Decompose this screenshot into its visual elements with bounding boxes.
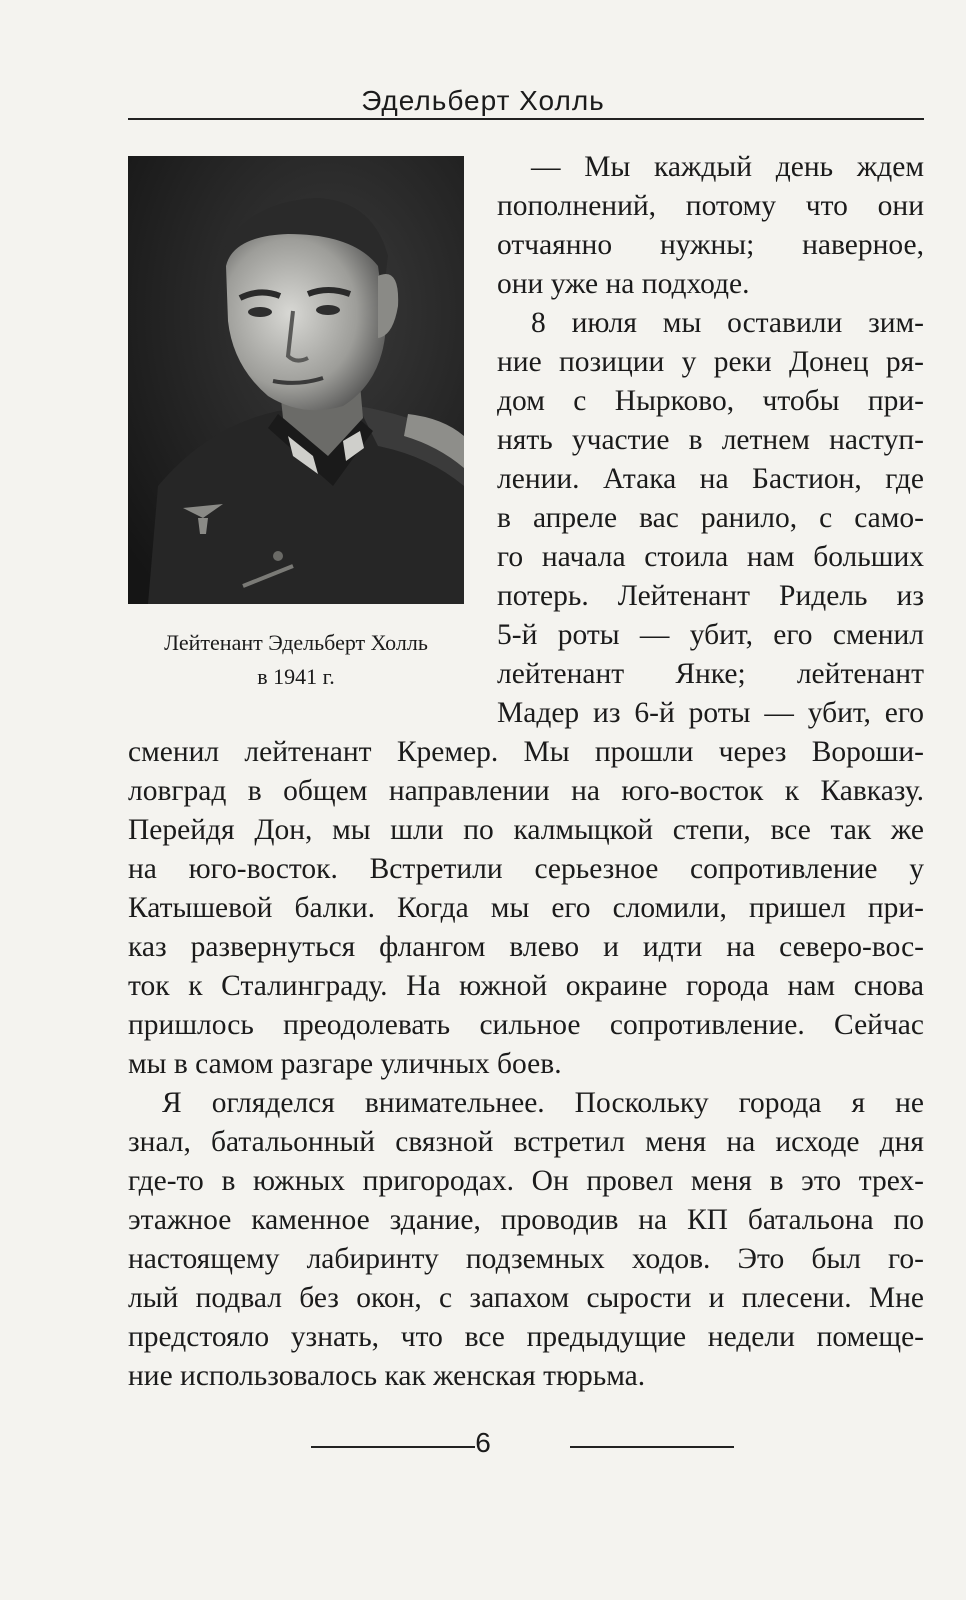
portrait-photo xyxy=(128,156,464,604)
text-line: 8 июля мы оставили зим- xyxy=(531,307,924,339)
text-line: пришлось преодолевать сильное сопротивление. Сейчас xyxy=(128,1009,924,1041)
running-head: Эдельберт Холль xyxy=(361,85,605,116)
text-line: на юго-восток. Встретили серьезное сопротивление у xyxy=(128,853,924,885)
text-line: Катышевой балки. Когда мы его сломили, пришел при- xyxy=(128,892,924,924)
text-line: лении. Атака на Бастион, где xyxy=(497,463,924,495)
text-line: нять участие в летнем наступ- xyxy=(497,424,924,456)
text-line: этажное каменное здание, проводив на КП батальона по xyxy=(128,1204,924,1236)
text-line: лый подвал без окон, с запахом сырости и плесени. Мне xyxy=(128,1282,924,1314)
text-line: го начала стоила нам больших xyxy=(497,541,924,573)
portrait-illustration xyxy=(128,156,464,604)
folio-rule-right xyxy=(570,1446,734,1448)
text-line: где-то в южных пригородах. Он провел меня в это трех- xyxy=(128,1165,924,1197)
text-line: каз развернуться флангом влево и идти на северо-вос- xyxy=(128,931,924,963)
photo-caption xyxy=(128,626,464,694)
text-line: они уже на подходе. xyxy=(497,268,750,300)
page-number: 6 xyxy=(475,1427,491,1458)
text-line: ние использовалось как женская тюрьма. xyxy=(128,1360,646,1392)
text-line: лейтенант Янке; лейтенант xyxy=(497,658,924,690)
text-line: Мадер из 6-й роты — убит, его xyxy=(497,697,924,729)
text-line: дом с Нырково, чтобы при- xyxy=(497,385,924,417)
text-line: ловград в общем направлении на юго-восток к Кавказу. xyxy=(128,775,924,807)
text-line: ние позиции у реки Донец ря- xyxy=(497,346,924,378)
caption-line: в 1941 г. xyxy=(257,664,335,689)
text-line: в апреле вас ранило, с само- xyxy=(497,502,924,534)
text-line: предстояло узнать, что все предыдущие недели помеще- xyxy=(128,1321,924,1353)
header-rule xyxy=(128,118,924,120)
text-line: настоящему лабиринту подземных ходов. Это был го- xyxy=(128,1243,924,1275)
text-line: потерь. Лейтенант Ридель из xyxy=(497,580,924,612)
caption-line: Лейтенант Эдельберт Холль xyxy=(164,630,428,655)
text-line: Перейдя Дон, мы шли по калмыцкой степи, все так же xyxy=(128,814,924,846)
text-line: — Мы каждый день ждем xyxy=(531,151,924,183)
text-line: пополнений, потому что они xyxy=(497,190,924,222)
text-line: отчаянно нужны; наверное, xyxy=(497,229,924,261)
text-line: сменил лейтенант Кремер. Мы прошли через Вороши- xyxy=(128,736,924,768)
text-line: мы в самом разгаре уличных боев. xyxy=(128,1048,562,1080)
text-line: Я огляделся внимательнее. Поскольку города я не xyxy=(162,1087,924,1119)
text-line: 5-й роты — убит, его сменил xyxy=(497,619,924,651)
text-line: ток к Сталинграду. На южной окраине города нам снова xyxy=(128,970,924,1002)
text-line: знал, батальонный связной встретил меня на исходе дня xyxy=(128,1126,924,1158)
